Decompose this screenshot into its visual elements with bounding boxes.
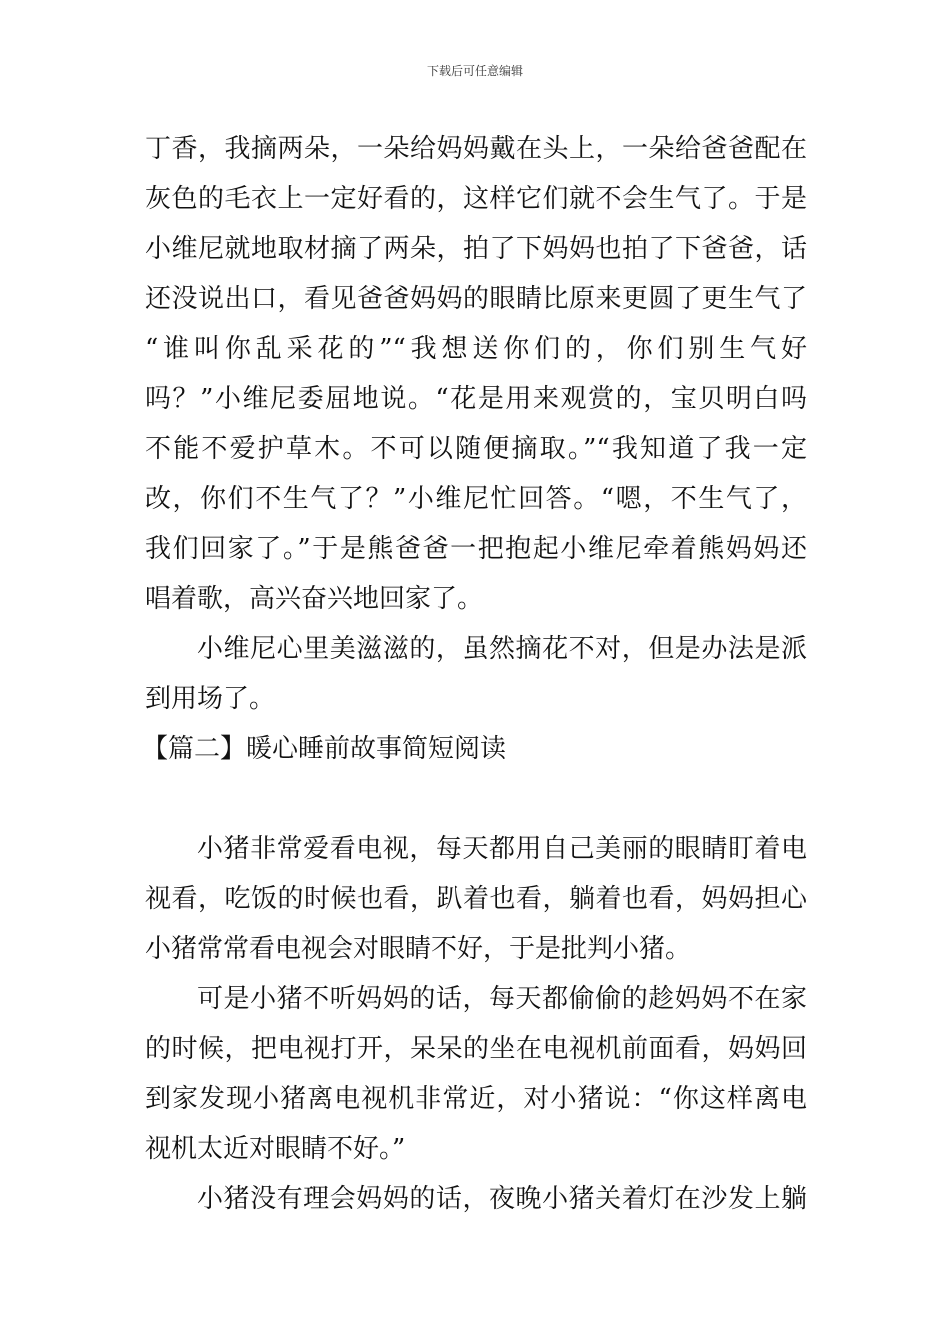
text-line: 视看，吃饭的时候也看，趴着也看，躺着也看，妈妈担心	[145, 884, 807, 914]
text-line: 可是小猪不听妈妈的话，每天都偷偷的趁妈妈不在家	[197, 984, 807, 1014]
paragraph	[145, 824, 807, 974]
text-line: 小猪非常爱看电视，每天都用自己美丽的眼睛盯着电	[197, 834, 807, 864]
text-line: 不能不爱护草木。不可以随便摘取。”“我知道了我一定	[145, 434, 807, 464]
blank-line	[145, 774, 807, 824]
text-line: 还没说出口，看见爸爸妈妈的眼睛比原来更圆了更生气了	[145, 284, 807, 314]
page-header: 下载后可任意编辑	[426, 64, 523, 78]
text-line: 小维尼就地取材摘了两朵，拍了下妈妈也拍了下爸爸，话	[145, 234, 807, 264]
text-line: 丁香，我摘两朵，一朵给妈妈戴在头上，一朵给爸爸配在	[145, 134, 807, 164]
document-body	[142, 124, 807, 1224]
text-line: 小维尼心里美滋滋的，虽然摘花不对，但是办法是派	[197, 634, 807, 664]
text-line: 灰色的毛衣上一定好看的，这样它们就不会生气了。于是	[145, 184, 807, 214]
paragraph	[145, 974, 807, 1174]
paragraph	[145, 624, 807, 724]
text-line: 到家发现小猪离电视机非常近，对小猪说：“你这样离电	[145, 1084, 807, 1114]
text-line: 改，你们不生气了？”小维尼忙回答。“嗯，不生气了，	[145, 484, 807, 514]
text-line: 唱着歌，高兴奋兴地回家了。	[145, 584, 484, 614]
text-line: 吗？”小维尼委屈地说。“花是用来观赏的，宝贝明白吗	[145, 384, 807, 414]
section-title: 【篇二】暖心睡前故事简短阅读	[142, 734, 507, 764]
text-line: 视机太近对眼睛不好。”	[145, 1134, 406, 1164]
text-line: 小猪没有理会妈妈的话，夜晚小猪关着灯在沙发上躺	[197, 1184, 807, 1214]
paragraph	[145, 1174, 807, 1224]
text-line: 我们回家了。”于是熊爸爸一把抱起小维尼牵着熊妈妈还	[145, 534, 807, 564]
text-line: 到用场了。	[145, 684, 276, 714]
text-line: 的时候，把电视打开，呆呆的坐在电视机前面看，妈妈回	[145, 1034, 807, 1064]
text-line: 小猪常常看电视会对眼睛不好，于是批判小猪。	[145, 934, 692, 964]
paragraph	[145, 124, 807, 624]
text-line: “谁叫你乱采花的”“我想送你们的，你们别生气好	[145, 334, 807, 364]
